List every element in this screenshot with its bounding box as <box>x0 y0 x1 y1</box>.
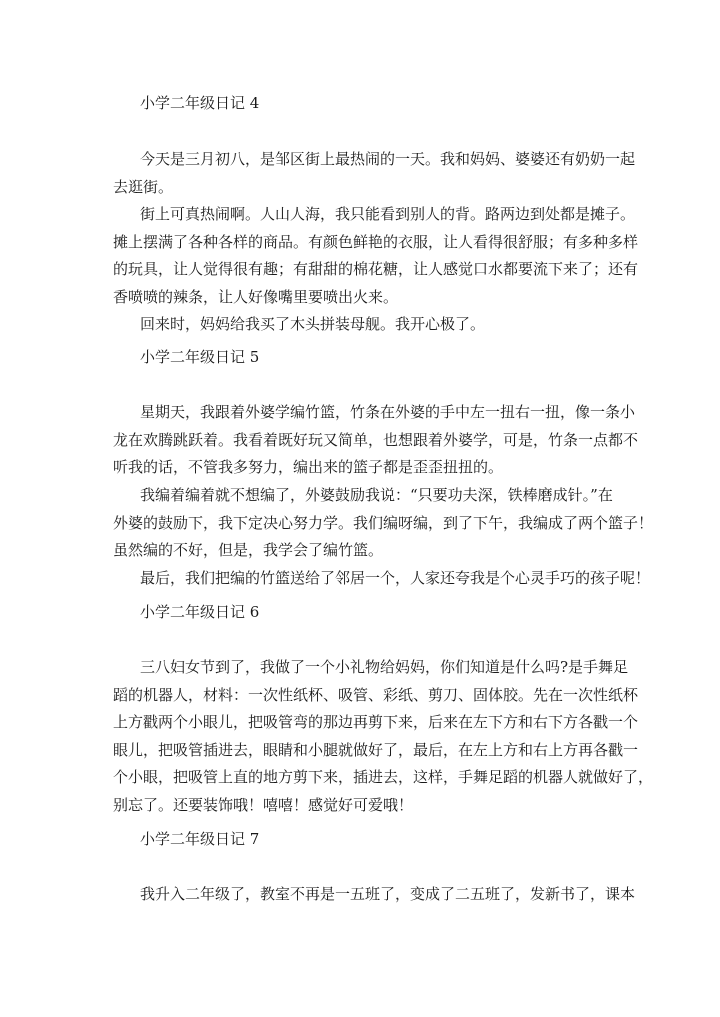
paragraph <box>113 565 651 593</box>
text-line: 我升入二年级了，教室不再是一五班了，变成了二五班了，发新书了，课本 <box>140 885 636 903</box>
paragraph <box>113 201 639 311</box>
text-line: 街上可真热闹啊。人山人海，我只能看到别人的背。路两边到处都是摊子。 <box>140 205 636 223</box>
text-line: 三八妇女节到了，我做了一个小礼物给妈妈，你们知道是什么吗?是手舞足 <box>140 658 629 676</box>
text-line: 蹈的机器人，材料：一次性纸杯、吸管、彩纸、剪刀、固体胶。先在一次性纸杯 <box>113 685 639 704</box>
diary-title-7: 小学二年级日记 7 <box>140 830 260 848</box>
text-line: 今天是三月初八，是邹区街上最热闹的一天。我和妈妈、婆婆还有奶奶一起 <box>140 150 636 168</box>
diary-title-5: 小学二年级日记 5 <box>140 348 260 366</box>
paragraph <box>113 146 636 201</box>
diary-title-4: 小学二年级日记 4 <box>140 94 260 112</box>
text-line: 回来时，妈妈给我买了木头拼装母舰。我开心极了。 <box>140 315 486 333</box>
paragraph <box>113 399 639 482</box>
text-line: 虽然编的不好，但是，我学会了编竹篮。 <box>113 541 384 559</box>
text-line: 去逛街。 <box>113 177 174 196</box>
text-line: 外婆的鼓励下，我下定决心努力学。我们编呀编，到了下午，我编成了两个篮子！ <box>113 513 654 532</box>
text-line: 眼儿，把吸管插进去，眼睛和小腿就做好了，最后，在左上方和右上方再各戳一 <box>113 740 639 759</box>
text-line: 香喷喷的辣条，让人好像嘴里要喷出火来。 <box>113 287 399 306</box>
text-line: 摊上摆满了各种各样的商品。有颜色鲜艳的衣服，让人看得很舒服；有多种多样 <box>113 232 639 251</box>
text-line: 最后，我们把编的竹篮送给了邻居一个，人家还夸我是个心灵手巧的孩子呢！ <box>140 569 651 587</box>
paragraph <box>113 881 636 909</box>
text-line: 我编着编着就不想编了，外婆鼓励我说：“只要功夫深，铁棒磨成针。”在 <box>140 486 613 504</box>
paragraph <box>113 654 654 819</box>
paragraph <box>113 311 613 339</box>
text-line: 别忘了。还要装饰哦！嘻嘻！感觉好可爱哦！ <box>113 795 414 814</box>
diary-title-6: 小学二年级日记 6 <box>140 603 260 621</box>
text-line: 星期天，我跟着外婆学编竹篮，竹条在外婆的手中左一扭右一扭，像一条小 <box>140 403 636 421</box>
text-line: 听我的话，不管我多努力，编出来的篮子都是歪歪扭扭的。 <box>113 458 504 476</box>
text-line: 上方戳两个小眼儿，把吸管弯的那边再剪下来，后来在左下方和右下方各戳一个 <box>113 713 639 731</box>
paragraph <box>113 482 654 565</box>
text-line: 的玩具，让人觉得很有趣；有甜甜的棉花糖，让人感觉口水都要流下来了；还有 <box>113 260 639 278</box>
text-line: 龙在欢腾跳跃着。我看着既好玩又简单，也想跟着外婆学，可是，竹条一点都不 <box>113 430 639 449</box>
text-line: 个小眼，把吸管上直的地方剪下来，插进去，这样，手舞足蹈的机器人就做好了， <box>113 768 654 786</box>
